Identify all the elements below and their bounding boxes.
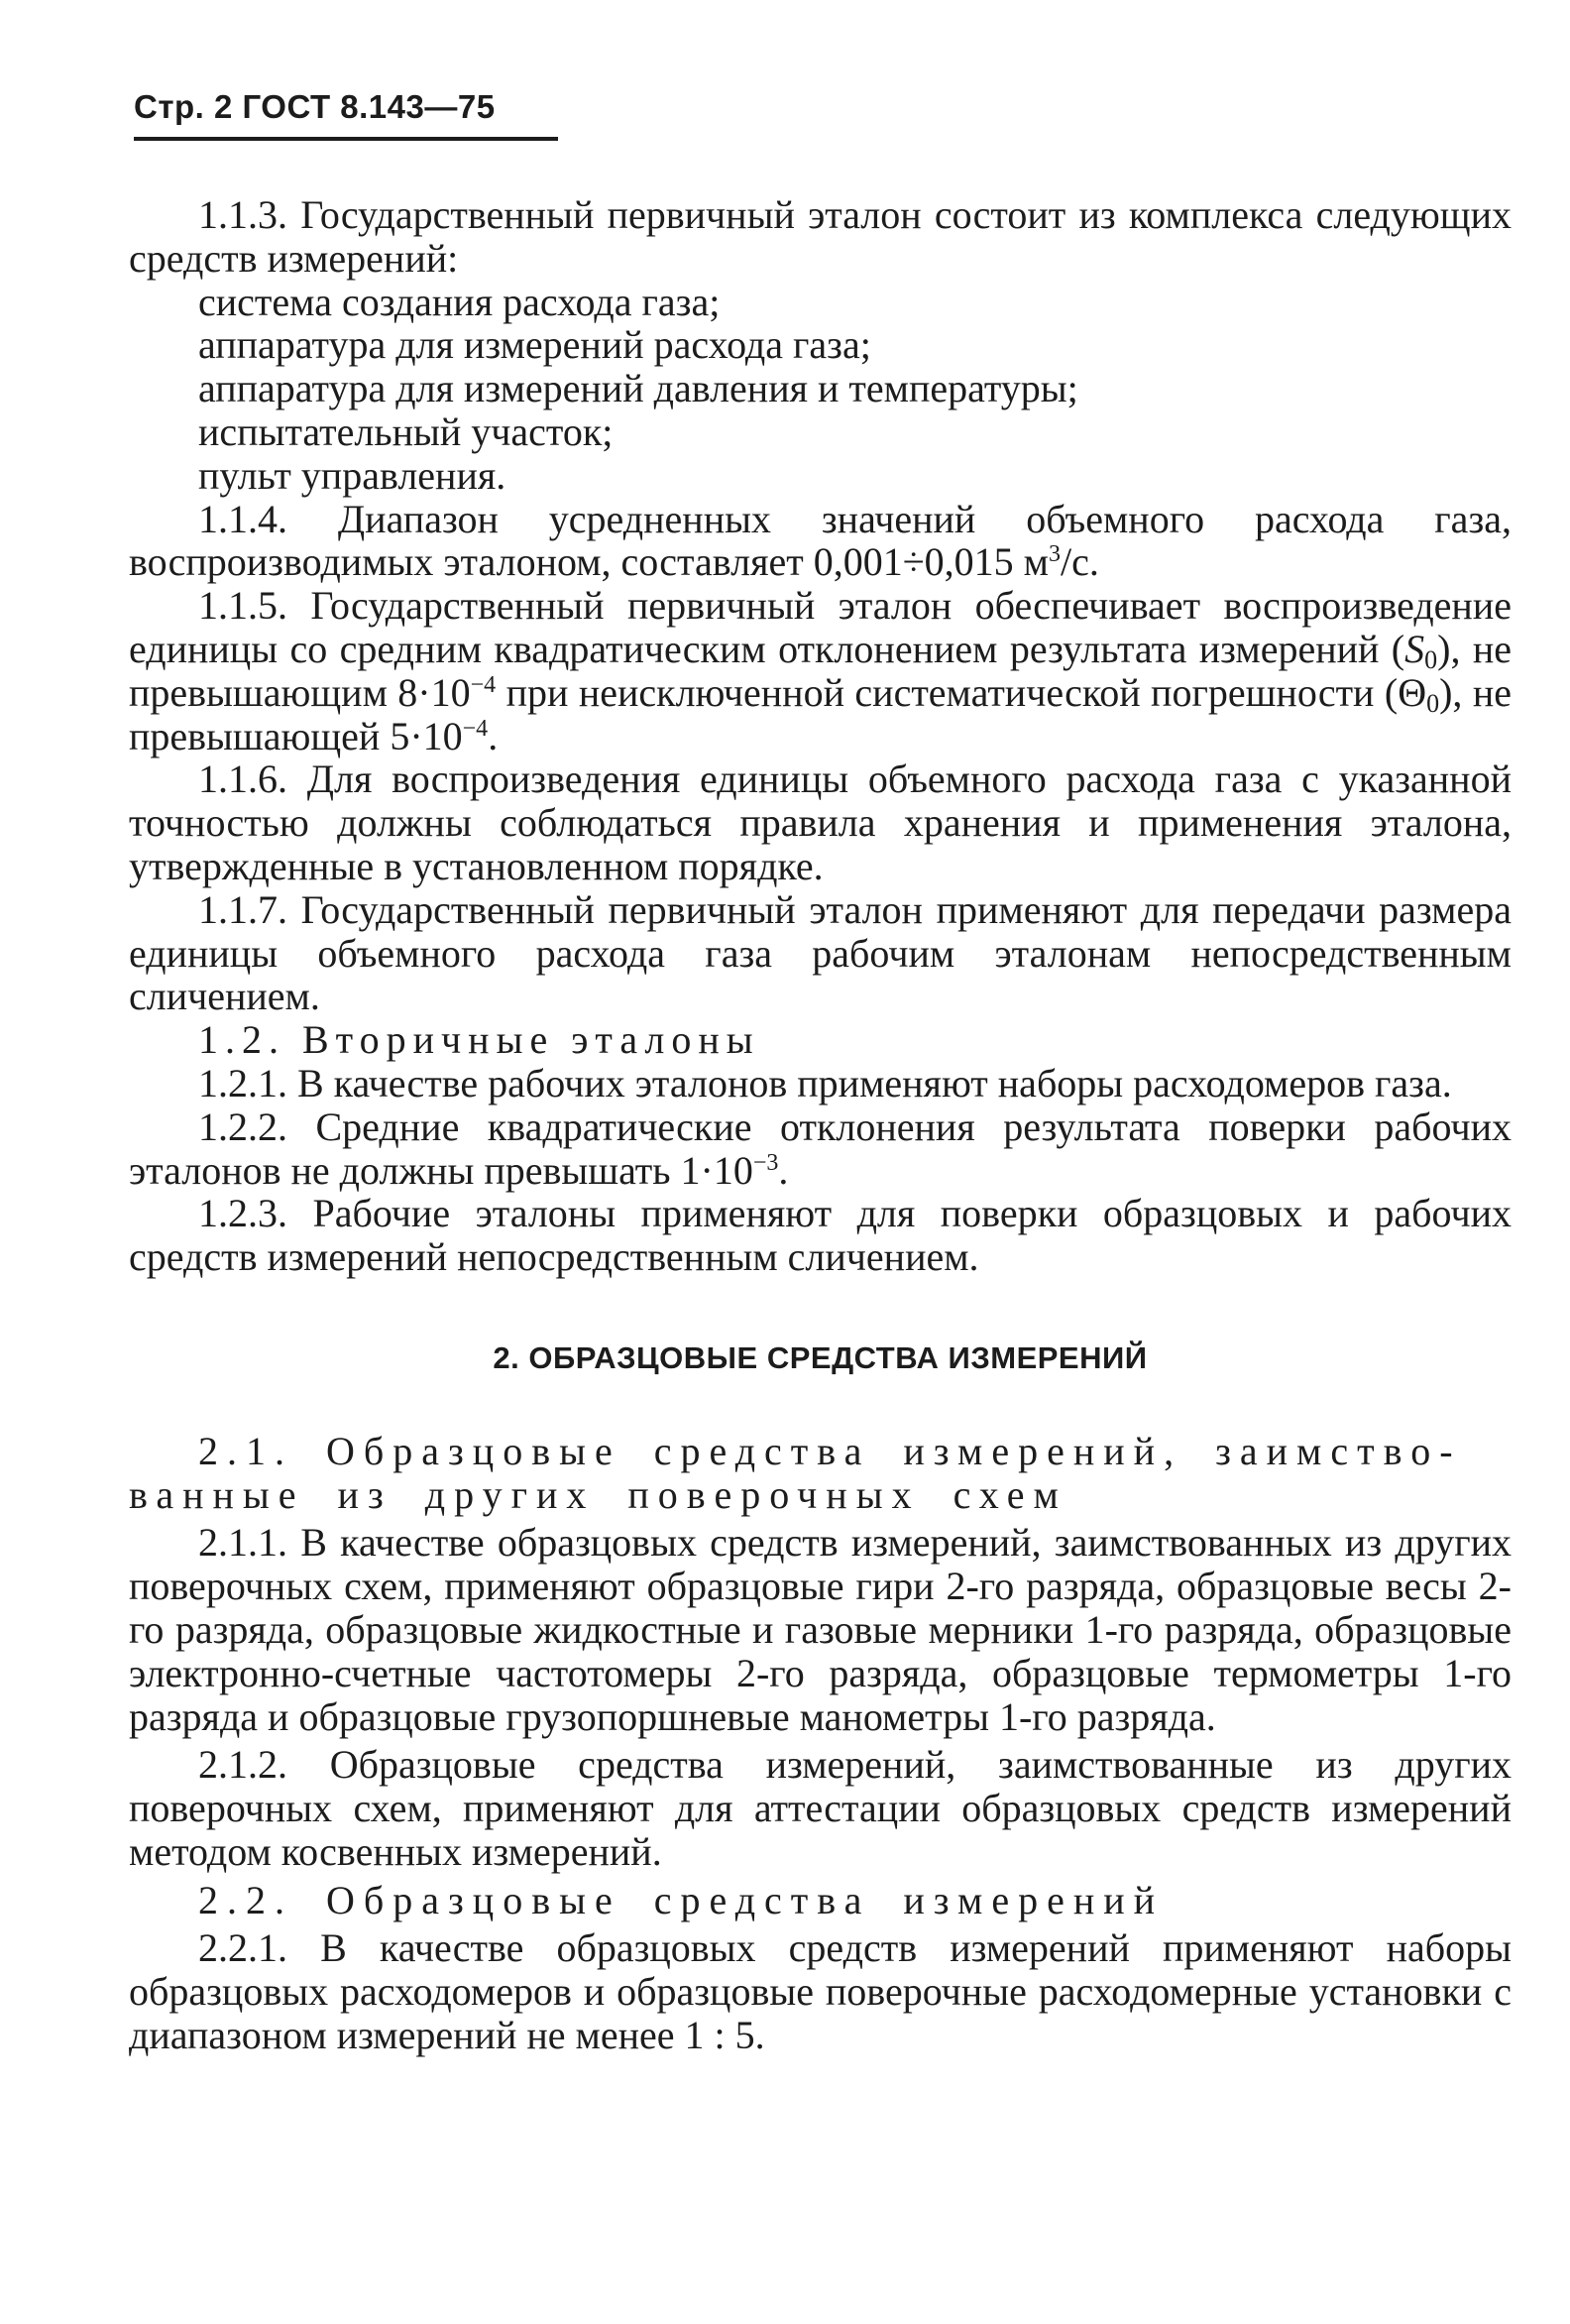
paragraph-1-1-4	[129, 498, 1512, 585]
paragraph-1-2-3: 1.2.3. Рабочие эталоны применяют для поверки образцовых и рабочих средств измерений непосредственным сличением.	[129, 1191, 1512, 1280]
heading-1-2: 1.2. Вторичные эталоны	[198, 1017, 760, 1063]
document-body	[129, 193, 1512, 2057]
subscript: 0	[1426, 688, 1440, 718]
paragraph-1-1-3: 1.1.3. Государственный первичный эталон состоит из комплекса следующих средств измерений:	[129, 192, 1512, 281]
list-item: испытательный участок;	[198, 408, 614, 454]
paragraph-1-2-2	[129, 1105, 1512, 1193]
paragraph-1-2-1: 1.2.1. В качестве рабочих эталонов применяют наборы расходомеров газа.	[198, 1060, 1452, 1105]
paragraph-1-1-4-tail: /с.	[1061, 539, 1099, 585]
paragraph-2-1-2: 2.1.2. Образцовые средства измерений, заимствованные из других поверочных схем, применяют для аттестации образцовых средств измерений методом косвенных измерений.	[129, 1742, 1512, 1874]
list-item: пульт управления.	[198, 452, 506, 498]
page-header: Стр. 2 ГОСТ 8.143—75	[134, 88, 496, 125]
paragraph-1-2-2-a: 1.2.2. Средние квадратические отклонения результата поверки рабочих эталонов не должны превышать 1·10	[129, 1104, 1512, 1193]
header-rule	[134, 137, 558, 141]
subscript: 0	[1424, 644, 1438, 674]
heading-2-1: 2.1. Образцовые средства измерений, заимствованные из других поверочных схем	[129, 1428, 1453, 1517]
paragraph-1-1-5-b: ), не превышающим 8·10	[129, 626, 1512, 715]
superscript: 3	[1049, 541, 1061, 568]
paragraph-1-1-6: 1.1.6. Для воспроизведения единицы объемного расхода газа с указанной точностью должны соблюдаться правила хранения и применения эталона, утвержденные в установленном порядке.	[129, 756, 1512, 888]
symbol-s: S	[1404, 626, 1425, 671]
paragraph-1-1-5-c: при неисключенной систематической погрешности (Θ	[496, 669, 1427, 715]
superscript: −3	[752, 1149, 779, 1176]
paragraph-1-1-5-a: 1.1.5. Государственный первичный эталон обеспечивает воспроизведение единицы со средним квадратическим отклонением результата измерений (	[129, 583, 1512, 671]
paragraph-1-1-5-e: .	[488, 713, 499, 758]
paragraph-1-2-2-b: .	[778, 1147, 789, 1193]
list-item: аппаратура для измерений расхода газа;	[198, 322, 871, 368]
list-item: система создания расхода газа;	[198, 279, 721, 324]
paragraph-2-1-1: 2.1.1. В качестве образцовых средств измерений, заимствованных из других поверочных схем, применяют образцовые гири 2-го разряда, образцовые весы 2-го разряда, образцовые жидкостные и газовые мерники 1-го разряда, образцовые электронно-счетные частотомеры 2-го разряда, образцовые термометры 1-го разряда и образцовые грузопоршневые манометры 1-го разряда.	[129, 1520, 1512, 1739]
superscript: −4	[462, 715, 489, 742]
paragraph-1-1-5	[129, 584, 1512, 757]
paragraph-1-1-5-d: ), не превышающей 5·10	[129, 669, 1512, 758]
paragraph-1-1-4-text: 1.1.4. Диапазон усредненных значений объемного расхода газа, воспроизводимых эталоном, составляет 0,001÷0,015 м	[129, 496, 1512, 585]
list-item: аппаратура для измерений давления и температуры;	[198, 366, 1078, 411]
paragraph-2-2-1: 2.2.1. В качестве образцовых средств измерений применяют наборы образцовых расходомеров и образцовые поверочные расходомерные установки с диапазоном измерений не менее 1 : 5.	[129, 1925, 1512, 2058]
paragraph-1-1-7: 1.1.7. Государственный первичный эталон применяют для передачи размера единицы объемного расхода газа рабочим эталонам непосредственным сличением.	[129, 886, 1512, 1019]
superscript: −4	[470, 671, 497, 698]
section-title: 2. ОБРАЗЦОВЫЕ СРЕДСТВА ИЗМЕРЕНИЙ	[493, 1339, 1148, 1375]
heading-2-2: 2.2. Образцовые средства измерений	[198, 1877, 1165, 1922]
